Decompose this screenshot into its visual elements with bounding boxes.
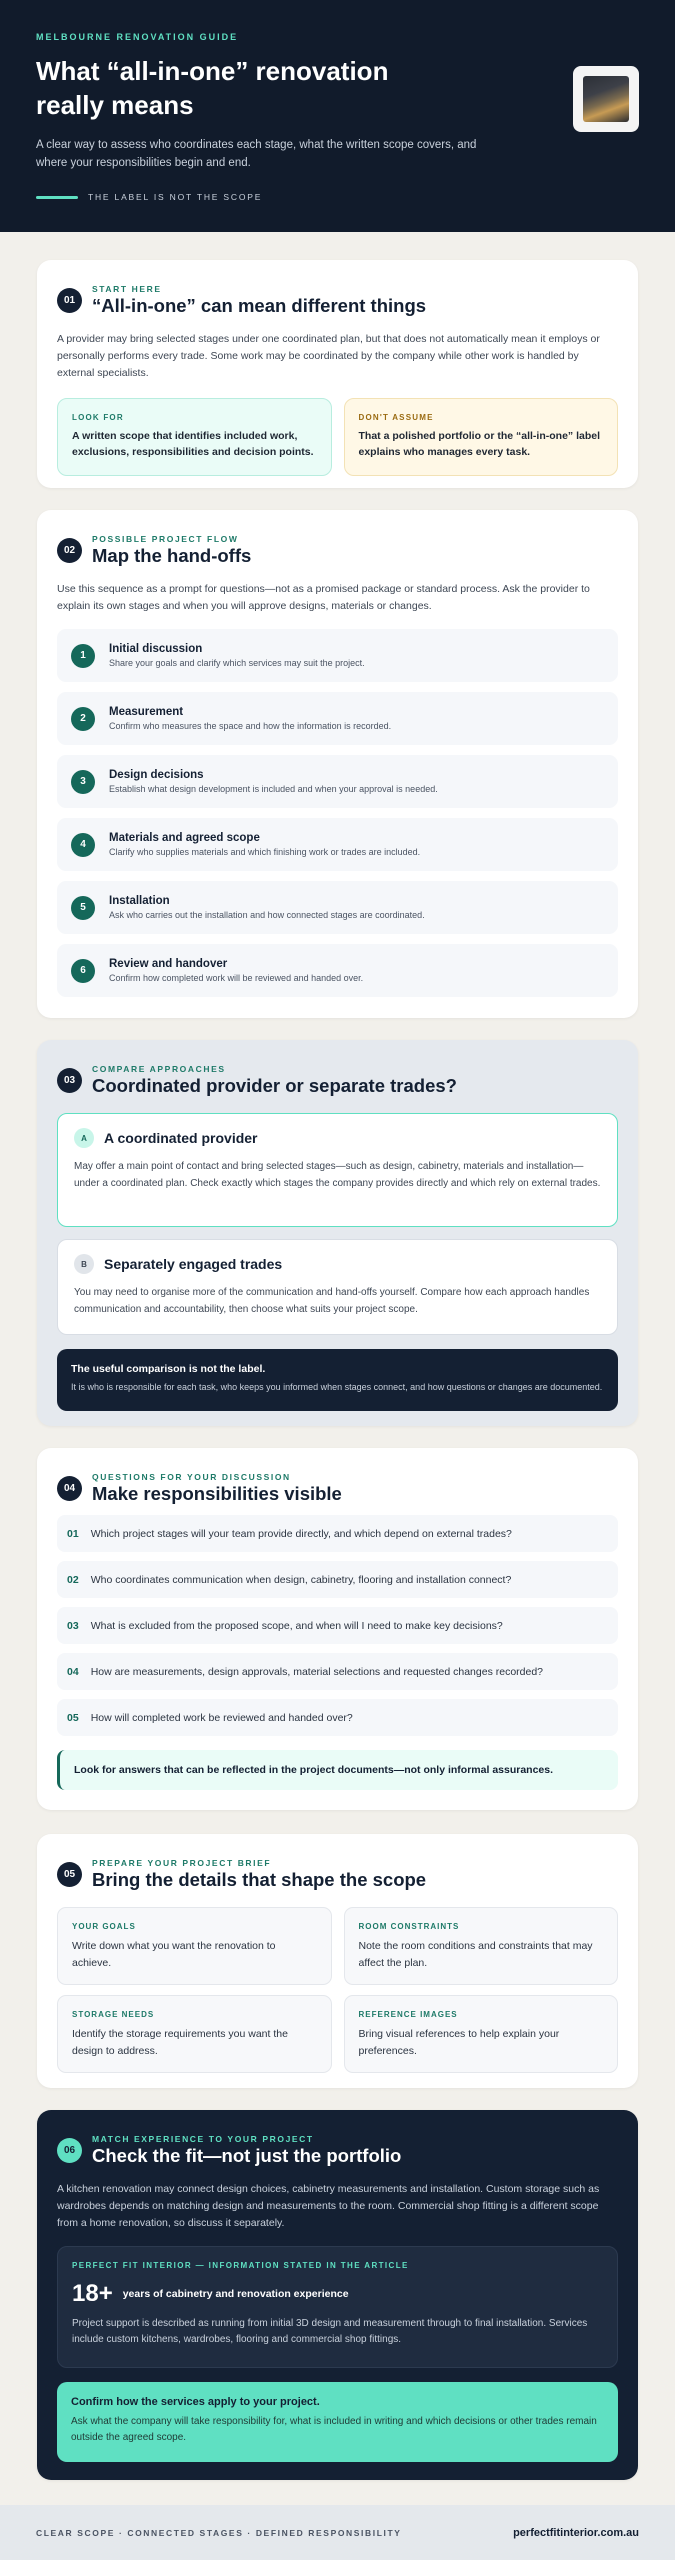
option-title: Separately engaged trades (104, 1256, 283, 1272)
section-kicker: COMPARE APPROACHES (92, 1064, 226, 1074)
step-number: 3 (71, 770, 95, 794)
footer-site-link[interactable]: perfectfitinterior.com.au (513, 2526, 639, 2539)
page-footer (0, 2505, 675, 2560)
section-paragraph: A provider may bring selected stages under one coordinated plan, but that does not automatically mean it employs or personally performs every trade. Some work may be coordinated by the company while other work is handled by external specialists. (57, 333, 600, 379)
option-desc: You may need to organise more of the communication and hand-offs yourself. Compare how each approach handles communication and accountability, then choose what suits your project scope. (74, 1287, 590, 1315)
section-title: “All-in-one” can mean different things (92, 295, 427, 316)
section-number: 03 (57, 1068, 82, 1093)
look-for-text: A written scope that identifies included work, exclusions, responsibilities and decision points. (72, 430, 314, 458)
section-paragraph: Use this sequence as a prompt for questions—not as a promised package or standard process. Ask the provider to explain its own stages and when you will approve designs, materials or changes. (57, 583, 590, 612)
section-kicker: MATCH EXPERIENCE TO YOUR PROJECT (92, 2134, 314, 2144)
section-title: Coordinated provider or separate trades? (92, 1075, 457, 1096)
step-number: 5 (71, 896, 95, 920)
comparison-note (57, 1349, 618, 1411)
hero-thumbnail (573, 66, 639, 132)
hero-rule-label: THE LABEL IS NOT THE SCOPE (88, 192, 263, 202)
step-item (57, 755, 618, 808)
note-title: The useful comparison is not the label. (71, 1363, 266, 1375)
step-title: Materials and agreed scope (109, 832, 260, 844)
section-project-flow (37, 510, 638, 1018)
step-item (57, 629, 618, 682)
step-desc: Ask who carries out the installation and how connected stages are coordinated. (109, 910, 425, 920)
section-number: 06 (57, 2138, 82, 2163)
section-number: 04 (57, 1476, 82, 1501)
hero-rule (36, 192, 262, 202)
info-kicker: PERFECT FIT INTERIOR — INFORMATION STATED IN THE ARTICLE (72, 2261, 409, 2270)
question-number: 03 (67, 1619, 79, 1632)
section-kicker: PREPARE YOUR PROJECT BRIEF (92, 1858, 272, 1868)
section-paragraph: A kitchen renovation may connect design choices, cabinetry measurements and installation. Custom storage such as wardrobes depends on matching design and measurements to the room. Commercial shop fitting is a different scope from a home renovation, so discuss it separately. (57, 2183, 600, 2229)
step-desc: Confirm how completed work will be reviewed and handed over. (109, 973, 364, 983)
section-kicker: POSSIBLE PROJECT FLOW (92, 534, 239, 544)
company-info-panel (57, 2246, 618, 2368)
accent-line (36, 196, 78, 199)
tile-kicker: REFERENCE IMAGES (358, 2010, 458, 2019)
option-badge: A (74, 1128, 94, 1148)
cta-title: Confirm how the services apply to your project. (71, 2396, 320, 2408)
info-text: Project support is described as running from initial 3D design and measurement through to final installation. Services include custom kitchens, wardrobes, flooring and commercial shop fittings. (72, 2318, 588, 2345)
section-title: Check the fit—not just the portfolio (92, 2145, 402, 2166)
step-list (57, 629, 618, 997)
brief-tile (57, 1995, 332, 2073)
look-for-box (57, 398, 332, 476)
dont-assume-kicker: DON'T ASSUME (358, 413, 434, 422)
question-item (57, 1607, 618, 1644)
step-number: 4 (71, 833, 95, 857)
step-title: Measurement (109, 706, 184, 718)
tile-desc: Note the room conditions and constraints that may affect the plan. (358, 1940, 593, 1969)
question-item (57, 1515, 618, 1552)
step-title: Review and handover (109, 958, 228, 970)
section-start-here (37, 260, 638, 488)
question-text: What is excluded from the proposed scope, and when will I need to make key decisions? (90, 1619, 503, 1632)
question-text: Which project stages will your team provide directly, and which depend on external trades? (90, 1527, 512, 1540)
question-text: How will completed work be reviewed and handed over? (90, 1711, 353, 1724)
section-title: Bring the details that shape the scope (92, 1869, 427, 1890)
section-compare (37, 1040, 638, 1426)
question-text: Who coordinates communication when design, cabinetry, flooring and installation connect? (90, 1573, 512, 1586)
brief-tile (57, 1907, 332, 1985)
option-separate (57, 1239, 618, 1335)
brief-tile (344, 1907, 619, 1985)
section-title: Map the hand-offs (92, 545, 252, 566)
tile-desc: Write down what you want the renovation to achieve. (72, 1940, 276, 1969)
tile-kicker: YOUR GOALS (72, 1922, 136, 1931)
step-number: 6 (71, 959, 95, 983)
dont-assume-text: That a polished portfolio or the “all-in-one” label explains who manages every task. (358, 430, 601, 458)
section-kicker: START HERE (92, 284, 162, 294)
step-title: Installation (109, 895, 170, 907)
dont-assume-box (344, 398, 619, 476)
step-desc: Clarify who supplies materials and which finishing work or trades are included. (109, 847, 421, 857)
option-title: A coordinated provider (104, 1130, 258, 1146)
page-title: What “all-in-one” renovation really means (36, 56, 389, 120)
hero-lede: A clear way to assess who coordinates each stage, what the written scope covers, and where your responsibilities begin and end. (36, 139, 477, 169)
experience-label: years of cabinetry and renovation experience (122, 2288, 349, 2300)
brief-grid (57, 1907, 618, 2073)
question-number: 01 (67, 1527, 79, 1540)
note-text: It is who is responsible for each task, who keeps you informed when stages connect, and how questions or changes are documented. (71, 1382, 603, 1392)
question-text: How are measurements, design approvals, material selections and requested changes recorded? (90, 1665, 544, 1678)
section-kicker: QUESTIONS FOR YOUR DISCUSSION (92, 1472, 291, 1482)
section-project-brief (37, 1834, 638, 2088)
section-title: Make responsibilities visible (92, 1483, 342, 1504)
step-title: Design decisions (109, 769, 204, 781)
question-number: 04 (67, 1665, 79, 1678)
step-number: 2 (71, 707, 95, 731)
experience-stat: 18+ (72, 2280, 113, 2307)
question-list (57, 1515, 618, 1736)
step-desc: Confirm who measures the space and how the information is recorded. (109, 721, 392, 731)
section-number: 05 (57, 1862, 82, 1887)
brief-tile (344, 1995, 619, 2073)
question-number: 05 (67, 1711, 79, 1724)
question-item (57, 1561, 618, 1598)
tile-desc: Identify the storage requirements you want the design to address. (72, 2028, 288, 2057)
step-desc: Share your goals and clarify which services may suit the project. (109, 658, 365, 668)
section-number: 01 (57, 288, 82, 313)
question-item (57, 1699, 618, 1736)
services-cta (57, 2382, 618, 2462)
answer-callout: Look for answers that can be reflected in the project documents—not only informal assurances. (57, 1750, 618, 1790)
step-item (57, 818, 618, 871)
tile-kicker: STORAGE NEEDS (72, 2010, 155, 2019)
question-item (57, 1653, 618, 1690)
step-item (57, 944, 618, 997)
option-coordinated (57, 1113, 618, 1227)
step-title: Initial discussion (109, 643, 203, 655)
step-item (57, 881, 618, 934)
section-number: 02 (57, 538, 82, 563)
option-badge: B (74, 1254, 94, 1274)
tile-kicker: ROOM CONSTRAINTS (358, 1922, 460, 1931)
cta-text: Ask what the company will take responsibility for, what is included in writing and which decisions or other trades remain outside the agreed scope. (71, 2416, 597, 2443)
option-desc: May offer a main point of contact and bring selected stages—such as design, cabinetry, materials and installation—under a coordinated plan. Check exactly which stages the company provides directly and which rely on external trades. (74, 1161, 601, 1189)
step-desc: Establish what design development is included and when your approval is needed. (109, 784, 438, 794)
hero-kicker: MELBOURNE RENOVATION GUIDE (36, 32, 239, 42)
section-check-fit (37, 2110, 638, 2480)
tile-desc: Bring visual references to help explain your preferences. (358, 2028, 560, 2057)
step-item (57, 692, 618, 745)
kitchen-photo (583, 76, 629, 122)
footer-tagline: CLEAR SCOPE · CONNECTED STAGES · DEFINED RESPONSIBILITY (36, 2527, 402, 2538)
step-number: 1 (71, 644, 95, 668)
section-questions (37, 1448, 638, 1810)
look-for-kicker: LOOK FOR (72, 413, 124, 422)
hero-banner (0, 0, 675, 232)
question-number: 02 (67, 1573, 79, 1586)
